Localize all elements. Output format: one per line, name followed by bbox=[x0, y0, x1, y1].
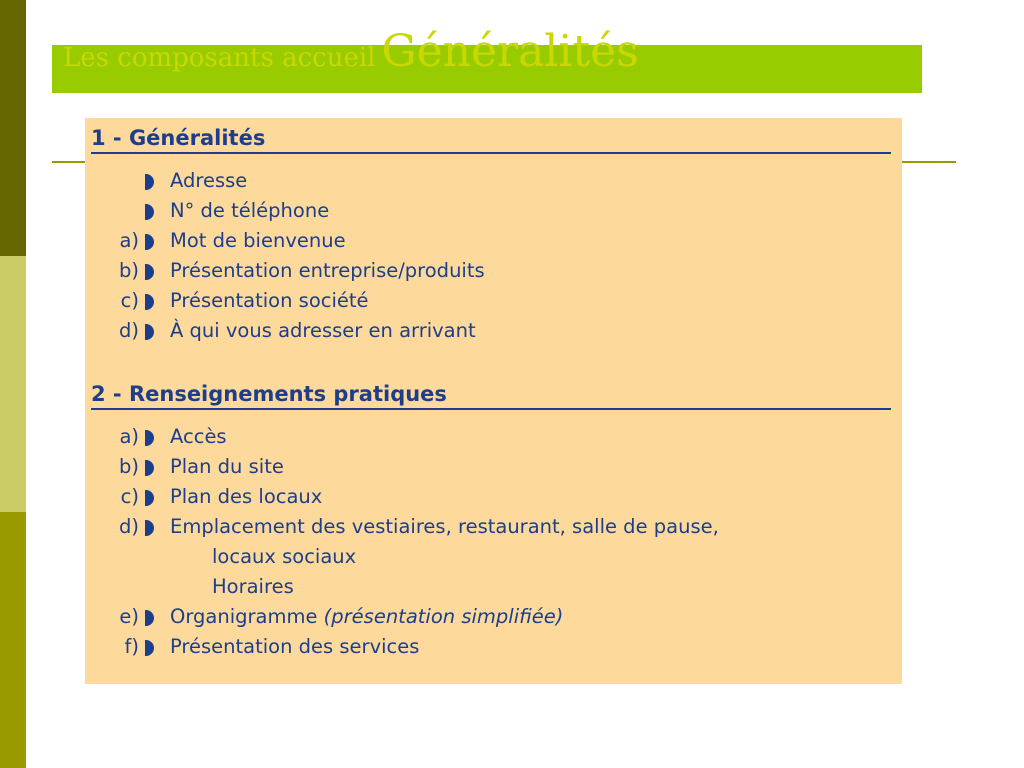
bullet-icon bbox=[145, 460, 154, 476]
bullet-icon bbox=[145, 610, 154, 626]
section-heading-renseignements: 2 - Renseignements pratiques bbox=[91, 380, 891, 410]
bullet-icon bbox=[145, 234, 154, 250]
left-stripe-dark bbox=[0, 0, 26, 256]
item-note: (présentation simplifiée) bbox=[323, 605, 564, 628]
slide-title bbox=[63, 26, 639, 77]
list-item-continuation: Horaires bbox=[212, 575, 294, 598]
bullet-icon bbox=[145, 520, 154, 536]
bullet-icon bbox=[145, 430, 154, 446]
section-heading-generalites: 1 - Généralités bbox=[91, 124, 891, 154]
content-panel: 1 - Généralités Adresse N° de téléphone a) Mot de bienvenue b) Présentation entreprise/produits c) Présentation société d) À qui vous adresser en arrivant 2 - Renseignements pratiques a) Accès b) Plan du site c) Plan des locaux d) Emplacement des vestiaires, restaurant, salle de pause, locaux sociaux Horaires e) Organigramme (présentation simplifiée) f) Présentation des services bbox=[85, 118, 902, 684]
left-stripe-light bbox=[0, 256, 26, 512]
bullet-icon bbox=[145, 324, 154, 340]
bullet-icon bbox=[145, 490, 154, 506]
bullet-icon bbox=[145, 204, 154, 220]
bullet-icon bbox=[145, 264, 154, 280]
title-prefix: Les composants accueil bbox=[63, 43, 376, 73]
bullet-icon bbox=[145, 294, 154, 310]
bullet-icon bbox=[145, 640, 154, 656]
list-item-continuation: locaux sociaux bbox=[212, 545, 357, 568]
left-stripe-olive bbox=[0, 512, 26, 768]
title-main: Généralités bbox=[381, 26, 639, 77]
bullet-icon bbox=[145, 174, 154, 190]
